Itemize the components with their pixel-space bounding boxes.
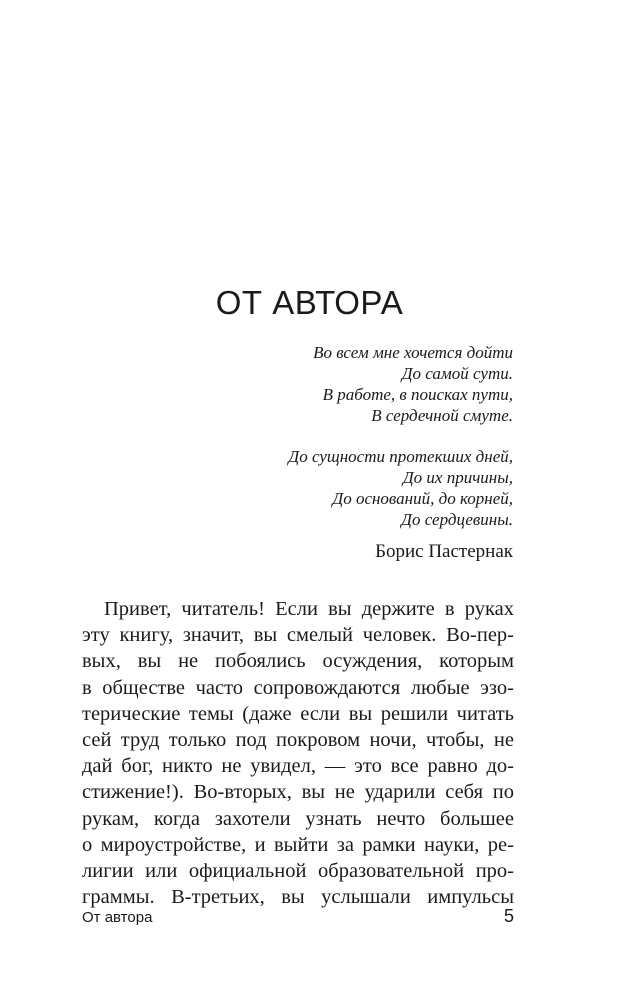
running-title: От автора bbox=[82, 909, 153, 926]
page-number: 5 bbox=[503, 906, 514, 926]
epigraph-line: Во всем мне хочется дойти bbox=[313, 343, 513, 362]
epigraph-line: В сердечной смуте. bbox=[371, 406, 513, 425]
epigraph-line: До сердцевины. bbox=[401, 510, 513, 529]
body-line: Привет, читатель! Если вы держите в руках bbox=[104, 598, 514, 620]
epigraph bbox=[288, 342, 513, 550]
body-line: сей труд только под покровом ночи, чтобы, не bbox=[82, 729, 514, 752]
epigraph-line: До сущности протекших дней, bbox=[288, 447, 513, 466]
body-line: о мироустройстве, и выйти за рамки науки, ре- bbox=[82, 833, 514, 856]
body-line: рукам, когда захотели узнать нечто большее bbox=[82, 807, 514, 830]
body-line: терические темы (даже если вы решили читать bbox=[82, 702, 514, 725]
body-line: эту книгу, значит, вы смелый человек. Во-пер- bbox=[82, 624, 514, 647]
epigraph-line: В работе, в поисках пути, bbox=[322, 385, 513, 404]
epigraph-author: Борис Пастернак bbox=[375, 541, 513, 562]
epigraph-line: До оснований, до корней, bbox=[332, 489, 513, 508]
epigraph-stanza bbox=[288, 342, 513, 426]
body-line: вых, вы не побоялись осуждения, которым bbox=[82, 650, 514, 673]
body-line: дай бог, никто не увидел, — это все равно до- bbox=[82, 755, 514, 778]
body-line: граммы. В-третьих, вы услышали импульсы bbox=[82, 886, 514, 909]
epigraph-stanza bbox=[288, 446, 513, 530]
body-paragraph bbox=[82, 596, 514, 910]
epigraph-line: До их причины, bbox=[402, 468, 513, 487]
epigraph-line: До самой сути. bbox=[401, 364, 513, 383]
body-line: в обществе часто сопровождаются любые эзо- bbox=[82, 676, 514, 699]
page-title: ОТ АВТОРА bbox=[215, 284, 404, 321]
body-line: стижение!). Во-вторых, вы не ударили себя по bbox=[82, 781, 514, 804]
body-line: лигии или официальной образовательной про- bbox=[82, 860, 514, 883]
